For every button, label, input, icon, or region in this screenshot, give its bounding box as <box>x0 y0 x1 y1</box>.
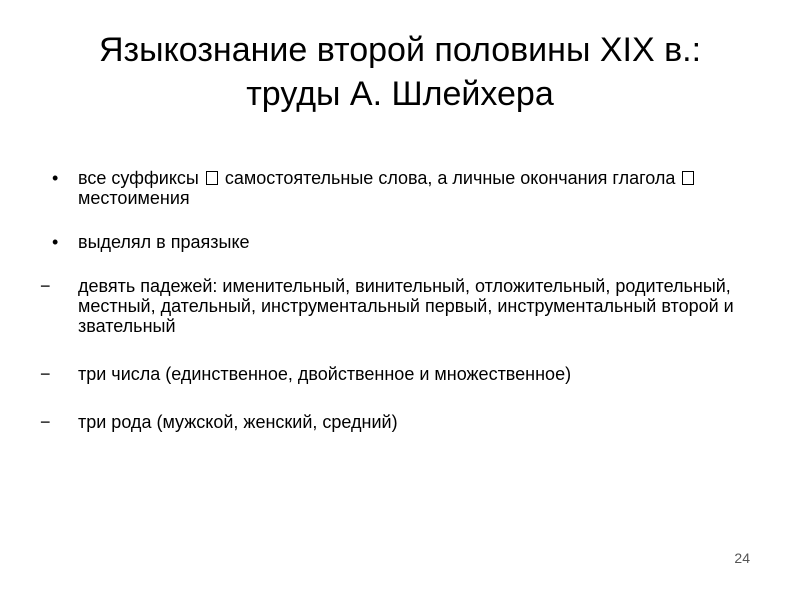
dash-marker: − <box>40 276 51 296</box>
dash-item-cases <box>0 276 800 336</box>
bullet-text-part-1: все суффиксы <box>78 168 199 188</box>
title-line-1: Языкознание второй половины XIX в.: <box>98 31 702 69</box>
bullet-text-part-3: местоимения <box>78 188 190 208</box>
bullet-text <box>78 168 758 208</box>
dash-text: девять падежей: именительный, винительный, отложительный, родительный, местный, дательный, инструментальный первый, инструментальный второй и звательный <box>78 276 734 336</box>
dash-marker: − <box>40 412 51 432</box>
dash-text: три рода (мужской, женский, средний) <box>78 412 398 432</box>
dash-text: три числа (единственное, двойственное и множественное) <box>78 364 572 384</box>
bullet-marker: • <box>52 168 59 188</box>
bullet-text-part-2: самостоятельные слова, а личные окончания глагола <box>224 168 676 188</box>
slide-title <box>40 28 760 116</box>
bullet-item-proto-language <box>0 232 800 252</box>
page-number: 24 <box>734 550 750 566</box>
dash-item-numbers <box>0 364 800 384</box>
dash-item-genders <box>0 412 800 432</box>
dash-marker: − <box>40 364 51 384</box>
bullet-text: выделял в праязыке <box>78 232 250 252</box>
title-line-2: труды А. Шлейхера <box>246 75 554 113</box>
bullet-item-suffixes <box>0 168 800 208</box>
missing-glyph-icon <box>682 171 694 185</box>
missing-glyph-icon <box>206 171 218 185</box>
bullet-marker: • <box>52 232 59 252</box>
slide-content <box>0 168 800 432</box>
